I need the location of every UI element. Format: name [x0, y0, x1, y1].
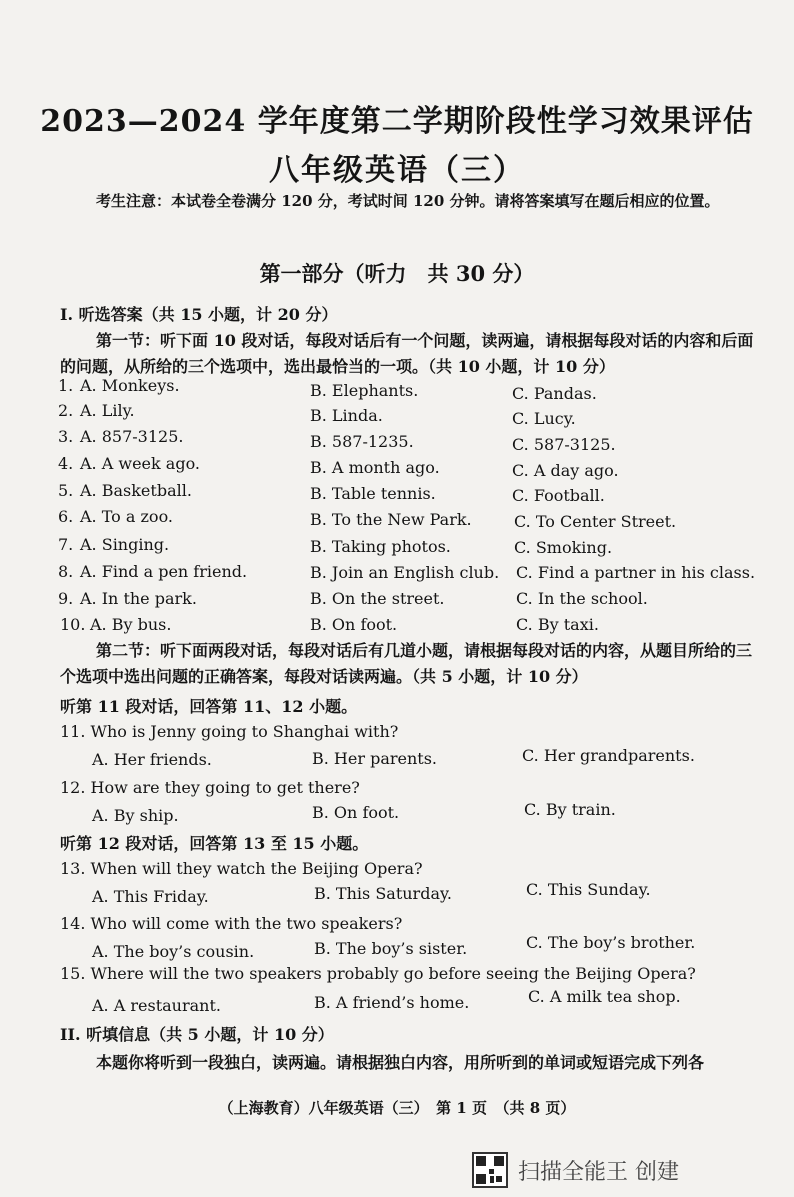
section-ii-instruction: 本题你将听到一段独白，读两遍。请根据独白内容，用所听到的单词或短语完成下列各 [96, 1053, 705, 1072]
q15-option-c: C. A milk tea shop. [528, 987, 681, 1006]
q13-stem: 13. When will they watch the Beijing Opera? [60, 859, 423, 878]
q11-stem: 11. Who is Jenny going to Shanghai with? [60, 722, 399, 741]
q8-option-b: B. Join an English club. [310, 563, 500, 582]
q4-option-c: C. A day ago. [512, 461, 619, 480]
q7-option-a: A. Singing. [80, 535, 170, 554]
page-footer: （上海教育）八年级英语（三） 第 1 页 （共 8 页） [218, 1099, 576, 1117]
q5-option-c: C. Football. [512, 486, 605, 505]
scanner-watermark [472, 1150, 679, 1190]
q10-num: 10. [60, 615, 86, 634]
q7-option-c: C. Smoking. [514, 538, 613, 557]
q10-option-c: C. By taxi. [516, 615, 599, 634]
dialog-12-note: 听第 12 段对话，回答第 13 至 15 小题。 [60, 834, 369, 853]
q1-option-a: A. Monkeys. [80, 376, 180, 395]
q8-option-a: A. Find a pen friend. [80, 562, 248, 581]
q15-stem: 15. Where will the two speakers probably go before seeing the Beijing Opera? [60, 964, 696, 983]
q6-num: 6. [58, 507, 74, 526]
q8-option-c: C. Find a partner in his class. [516, 563, 756, 582]
part1-title: 第一部分（听力 共 30 分） [259, 261, 535, 286]
q13-option-c: C. This Sunday. [526, 880, 651, 899]
q9-num: 9. [58, 589, 74, 608]
q2-option-a: A. Lily. [80, 401, 135, 420]
q14-option-b: B. The boy’s sister. [314, 939, 468, 958]
qr-code-icon [472, 1152, 508, 1188]
q3-option-b: B. 587-1235. [310, 432, 414, 451]
q12-option-b: B. On foot. [312, 803, 400, 822]
q11-option-c: C. Her grandparents. [522, 746, 695, 765]
q2-option-b: B. Linda. [310, 406, 383, 425]
q15-option-b: B. A friend’s home. [314, 993, 470, 1012]
q4-option-a: A. A week ago. [80, 454, 200, 473]
section-i-part1-instruction: 第一节：听下面 10 段对话，每段对话后有一个问题，读两遍，请根据每段对话的内容和后面的问题，从所给的三个选项中，选出最恰当的一项。（共 10 小题，计 10 分） [60, 331, 754, 376]
q14-option-a: A. The boy’s cousin. [92, 942, 255, 961]
q12-option-a: A. By ship. [92, 806, 179, 825]
q15-option-a: A. A restaurant. [92, 996, 221, 1015]
q11-option-a: A. Her friends. [92, 750, 212, 769]
section-i-title: I. 听选答案（共 15 小题，计 20 分） [60, 305, 338, 324]
q3-option-c: C. 587-3125. [512, 435, 616, 454]
section-ii-title: II. 听填信息（共 5 小题，计 10 分） [60, 1025, 334, 1044]
q5-num: 5. [58, 481, 74, 500]
q12-stem: 12. How are they going to get there? [60, 778, 360, 797]
q6-option-c: C. To Center Street. [514, 512, 677, 531]
q3-num: 3. [58, 427, 74, 446]
q7-num: 7. [58, 535, 74, 554]
q2-option-c: C. Lucy. [512, 409, 576, 428]
q14-option-c: C. The boy’s brother. [526, 933, 696, 952]
scanner-watermark-text: 扫描全能王 创建 [518, 1159, 679, 1185]
q1-option-c: C. Pandas. [512, 384, 597, 403]
q14-stem: 14. Who will come with the two speakers? [60, 914, 403, 933]
q9-option-c: C. In the school. [516, 589, 648, 608]
dialog-11-note: 听第 11 段对话，回答第 11、12 小题。 [60, 697, 358, 716]
section-i-part2-instruction: 第二节：听下面两段对话，每段对话后有几道小题，请根据每段对话的内容，从题目所给的三个选项中选出问题的正确答案，每段对话读两遍。（共 5 小题，计 10 分） [60, 641, 753, 686]
q6-option-a: A. To a zoo. [80, 507, 173, 526]
q5-option-a: A. Basketball. [80, 481, 192, 500]
q1-option-b: B. Elephants. [310, 381, 419, 400]
q2-num: 2. [58, 401, 74, 420]
q3-option-a: A. 857-3125. [80, 427, 184, 446]
q10-option-b: B. On foot. [310, 615, 398, 634]
q13-option-b: B. This Saturday. [314, 884, 452, 903]
q6-option-b: B. To the New Park. [310, 510, 472, 529]
q12-option-c: C. By train. [524, 800, 616, 819]
q9-option-a: A. In the park. [80, 589, 197, 608]
exam-subtitle: 八年级英语（三） [269, 153, 525, 188]
exam-notice: 考生注意：本试卷全卷满分 120 分，考试时间 120 分钟。请将答案填写在题后相应的位置。 [96, 192, 720, 210]
q13-option-a: A. This Friday. [92, 887, 209, 906]
q10-option-a: A. By bus. [90, 615, 172, 634]
q5-option-b: B. Table tennis. [310, 484, 436, 503]
q7-option-b: B. Taking photos. [310, 537, 451, 556]
q1-num: 1. [58, 376, 74, 395]
q4-option-b: B. A month ago. [310, 458, 440, 477]
q9-option-b: B. On the street. [310, 589, 445, 608]
exam-title: 2023—2024 学年度第二学期阶段性学习效果评估 [40, 104, 754, 139]
q11-option-b: B. Her parents. [312, 749, 438, 768]
q4-num: 4. [58, 454, 74, 473]
q8-num: 8. [58, 562, 74, 581]
